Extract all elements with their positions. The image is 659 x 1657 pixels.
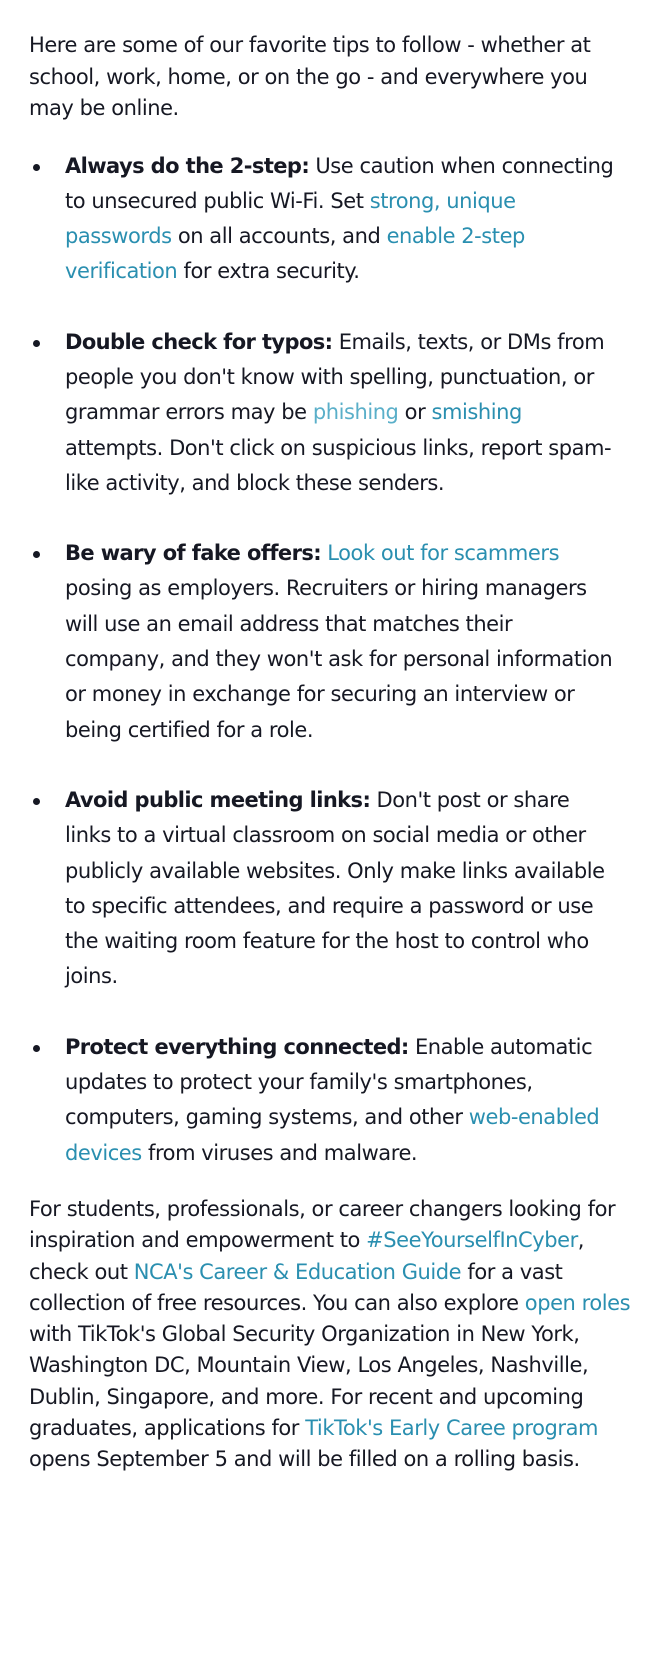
tip-text: attempts. Don't click on suspicious links, report spam-like activity, and block these senders. bbox=[65, 435, 612, 495]
open-roles-link[interactable]: open roles bbox=[524, 1290, 631, 1315]
tip-title: Be wary of fake offers: bbox=[65, 541, 322, 566]
tip-item-fake-offers bbox=[29, 536, 615, 748]
tip-title: Protect everything connected: bbox=[65, 1034, 409, 1059]
intro-paragraph: Here are some of our favorite tips to follow - whether at school, work, home, or on the go - and everywhere you may be online. bbox=[29, 33, 591, 120]
tip-title: Always do the 2-step: bbox=[65, 153, 310, 178]
bullet-icon bbox=[33, 164, 40, 171]
see-yourself-in-cyber-link[interactable]: #SeeYourselfInCyber bbox=[366, 1228, 578, 1253]
tip-item-typos bbox=[29, 325, 615, 501]
tip-text: Use caution when connecting to unsecured public Wi-Fi. Set bbox=[65, 153, 614, 213]
outro-text: , check out bbox=[29, 1228, 585, 1284]
bullet-icon bbox=[33, 1045, 40, 1052]
scammers-link[interactable]: Look out for scammers bbox=[327, 541, 560, 566]
tip-item-2-step bbox=[29, 149, 615, 290]
tip-title: Double check for typos: bbox=[65, 329, 333, 354]
outro-paragraph bbox=[29, 1194, 639, 1476]
tip-text: or bbox=[398, 400, 432, 425]
outro-text: opens September 5 and will be filled on a rolling basis. bbox=[29, 1447, 580, 1472]
tip-text: for extra security. bbox=[177, 259, 360, 284]
bullet-icon bbox=[33, 798, 40, 805]
smishing-link[interactable]: smishing bbox=[431, 400, 522, 425]
tip-item-protect-connected bbox=[29, 1030, 615, 1171]
tip-item-meeting-links bbox=[29, 783, 615, 995]
bullet-icon bbox=[33, 340, 40, 347]
early-career-program-link[interactable]: TikTok's Early Caree program bbox=[305, 1416, 599, 1440]
tips-list bbox=[29, 149, 639, 1171]
career-education-guide-link[interactable]: NCA's Career & Education Guide bbox=[133, 1259, 462, 1284]
tip-text: from viruses and malware. bbox=[141, 1140, 418, 1165]
web-enabled-devices-link[interactable]: web-enabled devices bbox=[65, 1105, 600, 1165]
tip-text: posing as employers. Recruiters or hiring managers will use an email address that matches their company, and they won't ask for personal information or money in exchange for securing an interview or being certified for a role. bbox=[65, 576, 613, 742]
outro-text: with TikTok's Global Security Organization in New York, Washington DC, Mountain View, Los Angeles, Nashville, Dublin, Singapore, and more. For recent and upcoming graduates, applications for bbox=[29, 1322, 589, 1440]
tip-title: Avoid public meeting links: bbox=[65, 787, 371, 812]
tip-text: Emails, texts, or DMs from people you don't know with spelling, punctuation, or grammar errors may be bbox=[65, 329, 605, 425]
tip-text: Don't post or share links to a virtual classroom on social media or other publicly available websites. Only make links available to specific attendees, and require a password or use the waiting room feature for the host to control who joins. bbox=[65, 787, 605, 989]
tip-text: on all accounts, and bbox=[171, 224, 387, 249]
outro-text: For students, professionals, or career changers looking for inspiration and empowerment to bbox=[29, 1196, 616, 1253]
bullet-icon bbox=[33, 551, 40, 558]
enable-2-step-link[interactable]: enable 2-step verification bbox=[65, 224, 525, 284]
phishing-link[interactable]: phishing bbox=[312, 400, 399, 425]
outro-text: for a vast collection of free resources. You can also explore bbox=[29, 1259, 563, 1315]
strong-passwords-link[interactable]: strong, unique passwords bbox=[65, 188, 516, 249]
tip-text: Enable automatic updates to protect your family's smartphones, computers, gaming systems, and other bbox=[65, 1034, 593, 1130]
